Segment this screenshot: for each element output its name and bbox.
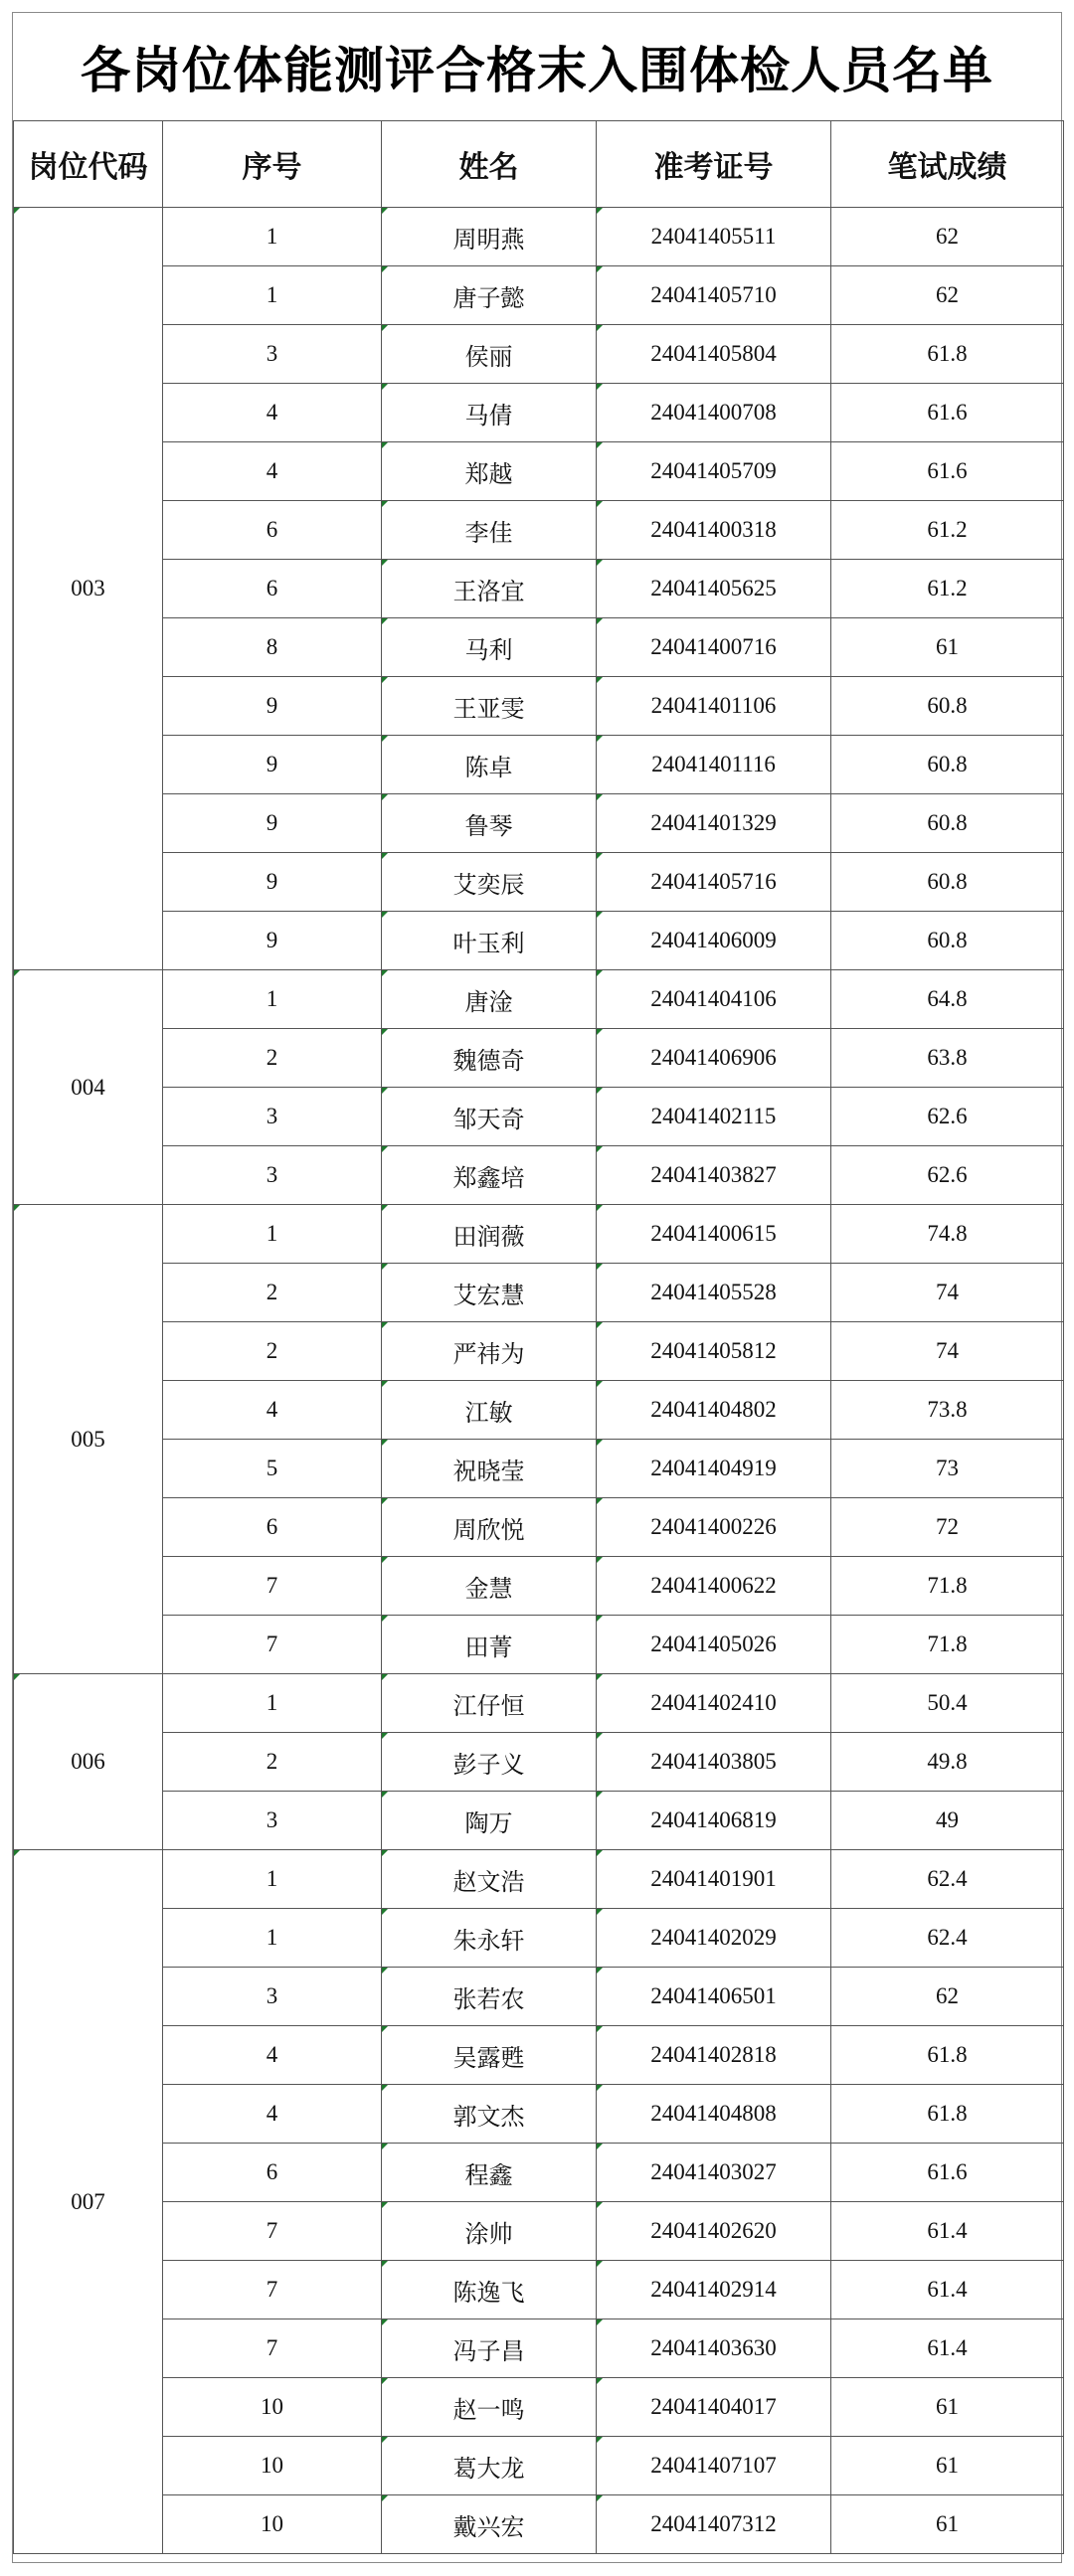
table-row <box>14 1146 1064 1205</box>
serial-number-cell: 2 <box>163 1322 382 1381</box>
table-row <box>14 1968 1064 2026</box>
exam-id-cell: 24041407312 <box>597 2495 831 2554</box>
table-row <box>14 2319 1064 2378</box>
name-cell: 郑鑫培 <box>382 1146 597 1205</box>
exam-id-cell: 24041404106 <box>597 970 831 1029</box>
table-body <box>14 208 1064 2554</box>
score-cell: 61.4 <box>831 2319 1064 2378</box>
table-row <box>14 1616 1064 1674</box>
exam-id-cell: 24041405812 <box>597 1322 831 1381</box>
score-cell: 61.4 <box>831 2202 1064 2261</box>
name-cell: 周欣悦 <box>382 1498 597 1557</box>
exam-id-cell: 24041403827 <box>597 1146 831 1205</box>
table-row <box>14 1674 1064 1733</box>
name-cell: 鲁琴 <box>382 794 597 853</box>
serial-number-cell: 4 <box>163 1381 382 1440</box>
serial-number-cell: 4 <box>163 384 382 442</box>
name-cell: 魏德奇 <box>382 1029 597 1088</box>
serial-number-cell: 1 <box>163 1674 382 1733</box>
table-row <box>14 1440 1064 1498</box>
name-cell: 赵文浩 <box>382 1850 597 1909</box>
score-cell: 61.6 <box>831 442 1064 501</box>
header-serial-number: 序号 <box>163 121 382 208</box>
score-cell: 60.8 <box>831 736 1064 794</box>
serial-number-cell: 4 <box>163 2026 382 2085</box>
score-cell: 71.8 <box>831 1557 1064 1616</box>
name-cell: 吴露甦 <box>382 2026 597 2085</box>
name-cell: 程鑫 <box>382 2144 597 2202</box>
score-cell: 61.6 <box>831 384 1064 442</box>
serial-number-cell: 7 <box>163 2261 382 2319</box>
score-cell: 62.4 <box>831 1909 1064 1968</box>
header-name: 姓名 <box>382 121 597 208</box>
score-cell: 61.8 <box>831 2026 1064 2085</box>
table-row <box>14 266 1064 325</box>
name-cell: 王亚雯 <box>382 677 597 736</box>
exam-id-cell: 24041400716 <box>597 618 831 677</box>
name-cell: 张若农 <box>382 1968 597 2026</box>
table-row <box>14 2261 1064 2319</box>
score-cell: 62 <box>831 208 1064 266</box>
score-cell: 60.8 <box>831 853 1064 912</box>
exam-id-cell: 24041406819 <box>597 1792 831 1850</box>
score-cell: 61.2 <box>831 501 1064 560</box>
name-cell: 马利 <box>382 618 597 677</box>
table-row <box>14 2144 1064 2202</box>
table-row <box>14 1322 1064 1381</box>
name-cell: 严祎为 <box>382 1322 597 1381</box>
table-row <box>14 325 1064 384</box>
serial-number-cell: 9 <box>163 677 382 736</box>
score-cell: 61 <box>831 2437 1064 2495</box>
score-cell: 71.8 <box>831 1616 1064 1674</box>
candidate-table <box>13 120 1064 2554</box>
score-cell: 73 <box>831 1440 1064 1498</box>
name-cell: 郭文杰 <box>382 2085 597 2144</box>
exam-id-cell: 24041402029 <box>597 1909 831 1968</box>
table-row <box>14 2378 1064 2437</box>
exam-id-cell: 24041405026 <box>597 1616 831 1674</box>
exam-id-cell: 24041401329 <box>597 794 831 853</box>
name-cell: 陶万 <box>382 1792 597 1850</box>
serial-number-cell: 3 <box>163 325 382 384</box>
serial-number-cell: 2 <box>163 1733 382 1792</box>
score-cell: 49.8 <box>831 1733 1064 1792</box>
exam-id-cell: 24041402914 <box>597 2261 831 2319</box>
table-row <box>14 1205 1064 1264</box>
table-row <box>14 2202 1064 2261</box>
table-row <box>14 1381 1064 1440</box>
score-cell: 62.6 <box>831 1146 1064 1205</box>
table-header-row <box>14 121 1064 208</box>
score-cell: 61.8 <box>831 325 1064 384</box>
exam-id-cell: 24041404802 <box>597 1381 831 1440</box>
name-cell: 冯子昌 <box>382 2319 597 2378</box>
table-row <box>14 618 1064 677</box>
name-cell: 朱永轩 <box>382 1909 597 1968</box>
table-row <box>14 1792 1064 1850</box>
name-cell: 田润薇 <box>382 1205 597 1264</box>
score-cell: 61.6 <box>831 2144 1064 2202</box>
table-row <box>14 1029 1064 1088</box>
exam-id-cell: 24041402818 <box>597 2026 831 2085</box>
serial-number-cell: 1 <box>163 266 382 325</box>
table-row <box>14 2495 1064 2554</box>
table-row <box>14 677 1064 736</box>
exam-id-cell: 24041401116 <box>597 736 831 794</box>
name-cell: 唐子懿 <box>382 266 597 325</box>
name-cell: 周明燕 <box>382 208 597 266</box>
document-page <box>12 12 1062 2563</box>
score-cell: 62.4 <box>831 1850 1064 1909</box>
exam-id-cell: 24041405804 <box>597 325 831 384</box>
name-cell: 祝晓莹 <box>382 1440 597 1498</box>
exam-id-cell: 24041401901 <box>597 1850 831 1909</box>
serial-number-cell: 8 <box>163 618 382 677</box>
name-cell: 郑越 <box>382 442 597 501</box>
score-cell: 63.8 <box>831 1029 1064 1088</box>
table-row <box>14 560 1064 618</box>
table-row <box>14 2085 1064 2144</box>
exam-id-cell: 24041403630 <box>597 2319 831 2378</box>
exam-id-cell: 24041406906 <box>597 1029 831 1088</box>
exam-id-cell: 24041400226 <box>597 1498 831 1557</box>
table-row <box>14 1733 1064 1792</box>
serial-number-cell: 1 <box>163 208 382 266</box>
exam-id-cell: 24041400622 <box>597 1557 831 1616</box>
table-row <box>14 1909 1064 1968</box>
exam-id-cell: 24041405528 <box>597 1264 831 1322</box>
exam-id-cell: 24041400615 <box>597 1205 831 1264</box>
header-written-score: 笔试成绩 <box>831 121 1064 208</box>
score-cell: 62 <box>831 1968 1064 2026</box>
name-cell: 金慧 <box>382 1557 597 1616</box>
serial-number-cell: 1 <box>163 1909 382 1968</box>
name-cell: 江敏 <box>382 1381 597 1440</box>
table-row <box>14 1264 1064 1322</box>
table-row <box>14 2437 1064 2495</box>
score-cell: 73.8 <box>831 1381 1064 1440</box>
name-cell: 王洛宜 <box>382 560 597 618</box>
exam-id-cell: 24041405716 <box>597 853 831 912</box>
score-cell: 60.8 <box>831 677 1064 736</box>
table-row <box>14 208 1064 266</box>
exam-id-cell: 24041405625 <box>597 560 831 618</box>
serial-number-cell: 6 <box>163 1498 382 1557</box>
table-row <box>14 442 1064 501</box>
table-row <box>14 736 1064 794</box>
name-cell: 彭子义 <box>382 1733 597 1792</box>
exam-id-cell: 24041405710 <box>597 266 831 325</box>
name-cell: 侯丽 <box>382 325 597 384</box>
table-row <box>14 2026 1064 2085</box>
name-cell: 葛大龙 <box>382 2437 597 2495</box>
name-cell: 涂帅 <box>382 2202 597 2261</box>
score-cell: 74 <box>831 1322 1064 1381</box>
score-cell: 72 <box>831 1498 1064 1557</box>
exam-id-cell: 24041400708 <box>597 384 831 442</box>
serial-number-cell: 7 <box>163 2202 382 2261</box>
serial-number-cell: 3 <box>163 1088 382 1146</box>
position-code-cell: 003 <box>14 208 163 970</box>
serial-number-cell: 10 <box>163 2495 382 2554</box>
table-row <box>14 1498 1064 1557</box>
serial-number-cell: 6 <box>163 501 382 560</box>
serial-number-cell: 7 <box>163 1557 382 1616</box>
table-row <box>14 1850 1064 1909</box>
exam-id-cell: 24041402620 <box>597 2202 831 2261</box>
name-cell: 马倩 <box>382 384 597 442</box>
score-cell: 62.6 <box>831 1088 1064 1146</box>
name-cell: 艾奕辰 <box>382 853 597 912</box>
score-cell: 49 <box>831 1792 1064 1850</box>
score-cell: 60.8 <box>831 912 1064 970</box>
serial-number-cell: 9 <box>163 794 382 853</box>
score-cell: 64.8 <box>831 970 1064 1029</box>
score-cell: 50.4 <box>831 1674 1064 1733</box>
serial-number-cell: 9 <box>163 853 382 912</box>
score-cell: 61 <box>831 2378 1064 2437</box>
score-cell: 61 <box>831 2495 1064 2554</box>
exam-id-cell: 24041402410 <box>597 1674 831 1733</box>
name-cell: 艾宏慧 <box>382 1264 597 1322</box>
serial-number-cell: 3 <box>163 1146 382 1205</box>
exam-id-cell: 24041404919 <box>597 1440 831 1498</box>
serial-number-cell: 10 <box>163 2437 382 2495</box>
serial-number-cell: 2 <box>163 1029 382 1088</box>
score-cell: 61.2 <box>831 560 1064 618</box>
name-cell: 陈逸飞 <box>382 2261 597 2319</box>
header-exam-id: 准考证号 <box>597 121 831 208</box>
position-code-cell: 006 <box>14 1674 163 1850</box>
exam-id-cell: 24041404808 <box>597 2085 831 2144</box>
name-cell: 陈卓 <box>382 736 597 794</box>
position-code-cell: 005 <box>14 1205 163 1674</box>
table-row <box>14 384 1064 442</box>
table-row <box>14 853 1064 912</box>
table-row <box>14 1088 1064 1146</box>
serial-number-cell: 10 <box>163 2378 382 2437</box>
name-cell: 李佳 <box>382 501 597 560</box>
serial-number-cell: 9 <box>163 912 382 970</box>
name-cell: 唐淦 <box>382 970 597 1029</box>
score-cell: 60.8 <box>831 794 1064 853</box>
serial-number-cell: 3 <box>163 1968 382 2026</box>
name-cell: 江仔恒 <box>382 1674 597 1733</box>
score-cell: 62 <box>831 266 1064 325</box>
serial-number-cell: 4 <box>163 2085 382 2144</box>
serial-number-cell: 4 <box>163 442 382 501</box>
name-cell: 田菁 <box>382 1616 597 1674</box>
serial-number-cell: 7 <box>163 1616 382 1674</box>
name-cell: 赵一鸣 <box>382 2378 597 2437</box>
serial-number-cell: 7 <box>163 2319 382 2378</box>
serial-number-cell: 2 <box>163 1264 382 1322</box>
score-cell: 61 <box>831 618 1064 677</box>
header-position-code: 岗位代码 <box>14 121 163 208</box>
serial-number-cell: 9 <box>163 736 382 794</box>
exam-id-cell: 24041406501 <box>597 1968 831 2026</box>
position-code-cell: 007 <box>14 1850 163 2554</box>
table-row <box>14 794 1064 853</box>
exam-id-cell: 24041401106 <box>597 677 831 736</box>
table-row <box>14 1557 1064 1616</box>
serial-number-cell: 6 <box>163 2144 382 2202</box>
score-cell: 61.4 <box>831 2261 1064 2319</box>
page-title: 各岗位体能测评合格末入围体检人员名单 <box>81 41 993 99</box>
exam-id-cell: 24041407107 <box>597 2437 831 2495</box>
serial-number-cell: 1 <box>163 1205 382 1264</box>
score-cell: 61.8 <box>831 2085 1064 2144</box>
serial-number-cell: 1 <box>163 1850 382 1909</box>
table-row <box>14 912 1064 970</box>
serial-number-cell: 3 <box>163 1792 382 1850</box>
table-row <box>14 501 1064 560</box>
serial-number-cell: 1 <box>163 970 382 1029</box>
exam-id-cell: 24041402115 <box>597 1088 831 1146</box>
name-cell: 戴兴宏 <box>382 2495 597 2554</box>
serial-number-cell: 6 <box>163 560 382 618</box>
exam-id-cell: 24041405709 <box>597 442 831 501</box>
serial-number-cell: 5 <box>163 1440 382 1498</box>
name-cell: 叶玉利 <box>382 912 597 970</box>
exam-id-cell: 24041405511 <box>597 208 831 266</box>
exam-id-cell: 24041403027 <box>597 2144 831 2202</box>
exam-id-cell: 24041406009 <box>597 912 831 970</box>
score-cell: 74.8 <box>831 1205 1064 1264</box>
name-cell: 邹天奇 <box>382 1088 597 1146</box>
position-code-cell: 004 <box>14 970 163 1205</box>
exam-id-cell: 24041404017 <box>597 2378 831 2437</box>
exam-id-cell: 24041403805 <box>597 1733 831 1792</box>
score-cell: 74 <box>831 1264 1064 1322</box>
exam-id-cell: 24041400318 <box>597 501 831 560</box>
table-row <box>14 970 1064 1029</box>
